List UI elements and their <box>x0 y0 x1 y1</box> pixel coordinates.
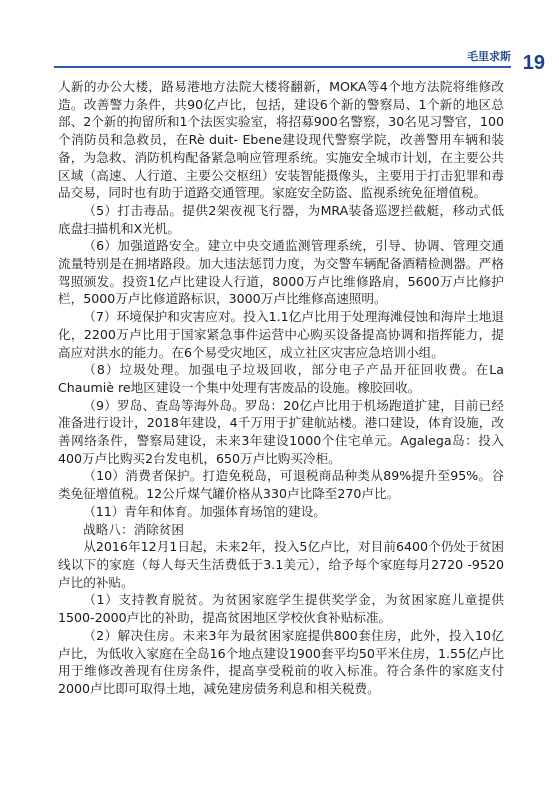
paragraph: （8）垃圾处理。加强电子垃圾回收，部分电子产品开征回收费。在La Chaumiè re地区建设一个集中处理有害废品的设施。橡胶回收。 <box>58 362 504 395</box>
running-title: 毛里求斯 <box>467 50 511 63</box>
paragraph: （1）支持教育脱贫。为贫困家庭学生提供奖学金，为贫困家庭儿童提供1500-2000卢比的补助，提高贫困地区学校伙食补贴标准。 <box>58 592 504 626</box>
paragraph: （5）打击毒品。提供2架夜视飞行器，为MRA装备巡逻拦截艇，移动式低底盘扫描机和X光机。 <box>58 202 504 236</box>
paragraph: （11）青年和体育。加强体育场馆的建设。 <box>83 503 326 519</box>
section-heading: 战略八：消除贫困 <box>83 521 184 537</box>
body-text <box>58 78 504 698</box>
paragraph: （10）消费者保护。打造免税岛，可退税商品种类从89%提升至95%。谷类免征增值税。12公斤煤气罐价格从330卢比降至270卢比。 <box>58 468 504 502</box>
page-header <box>0 0 559 90</box>
header-rule <box>54 66 511 68</box>
paragraph: 人新的办公大楼，路易港地方法院大楼将翻新，MOKA等4个地方法院将维修改造。改善警力条件，共90亿卢比，包括，建设6个新的警察局、1个新的地区总部、2个新的拘留所和1个法医实验室，将招募900名警察，30名见习警官，100个消防员和急救员，在Rè duit- Ebene建设现代警察学院，改善警用车辆和装备，为急救、消防机构配备紧急响应管理系统。实施安全城市计划，在主要公共区域（高速、人行道、主要公交枢纽）安装智能摄像头，主要用于打击犯罪和毒品交易，同时也有助于道路交通管理。家庭安全防盗、监视系统免征增值税。 <box>58 79 504 201</box>
paragraph: （9）罗岛、查岛等海外岛。罗岛：20亿卢比用于机场跑道扩建，目前已经准备进行设计，2018年建设，4千万用于扩建航站楼。港口建设，体育设施，改善网络条件，警察局建设，未来3年建设1000个住宅单元。Agalega岛：投入400万卢比购买2台发电机，650万卢比购买冷柜。 <box>58 397 504 466</box>
paragraph: （6）加强道路安全。建立中央交通监测管理系统，引导、协调、管理交通流量特别是在拥堵路段。加大违法惩罚力度，为交警车辆配备酒精检测器。严格驾照颁发。投资1亿卢比建设人行道，8000万卢比维修路肩，5600万卢比修护栏，5000万卢比修道路标识，3000万卢比维修高速照明。 <box>58 238 504 307</box>
paragraph: （2）解决住房。未来3年为最贫困家庭提供800套住房，此外，投入10亿卢比，为低收入家庭在全岛16个地点建设1900套平均50平米住房，1.55亿卢比用于维修改善现有住房条件，提高享受税前的收入标准。符合条件的家庭支付2000卢比即可取得土地，减免建房债务利息和相关税费。 <box>58 627 504 696</box>
page-number: 19 <box>522 52 545 74</box>
paragraph: （7）环境保护和灾害应对。投入1.1亿卢比用于处理海滩侵蚀和海岸土地退化，2200万卢比用于国家紧急事件运营中心购买设备提高协调和指挥能力，提高应对洪水的能力。在6个易受灾地区，成立社区灾害应急培训小组。 <box>58 309 504 360</box>
paragraph: 从2016年12月1日起，未来2年，投入5亿卢比，对目前6400个仍处于贫困线以下的家庭（每人每天生活费低于3.1美元），给予每个家庭每月2720 -9520卢比的补贴。 <box>58 539 504 590</box>
